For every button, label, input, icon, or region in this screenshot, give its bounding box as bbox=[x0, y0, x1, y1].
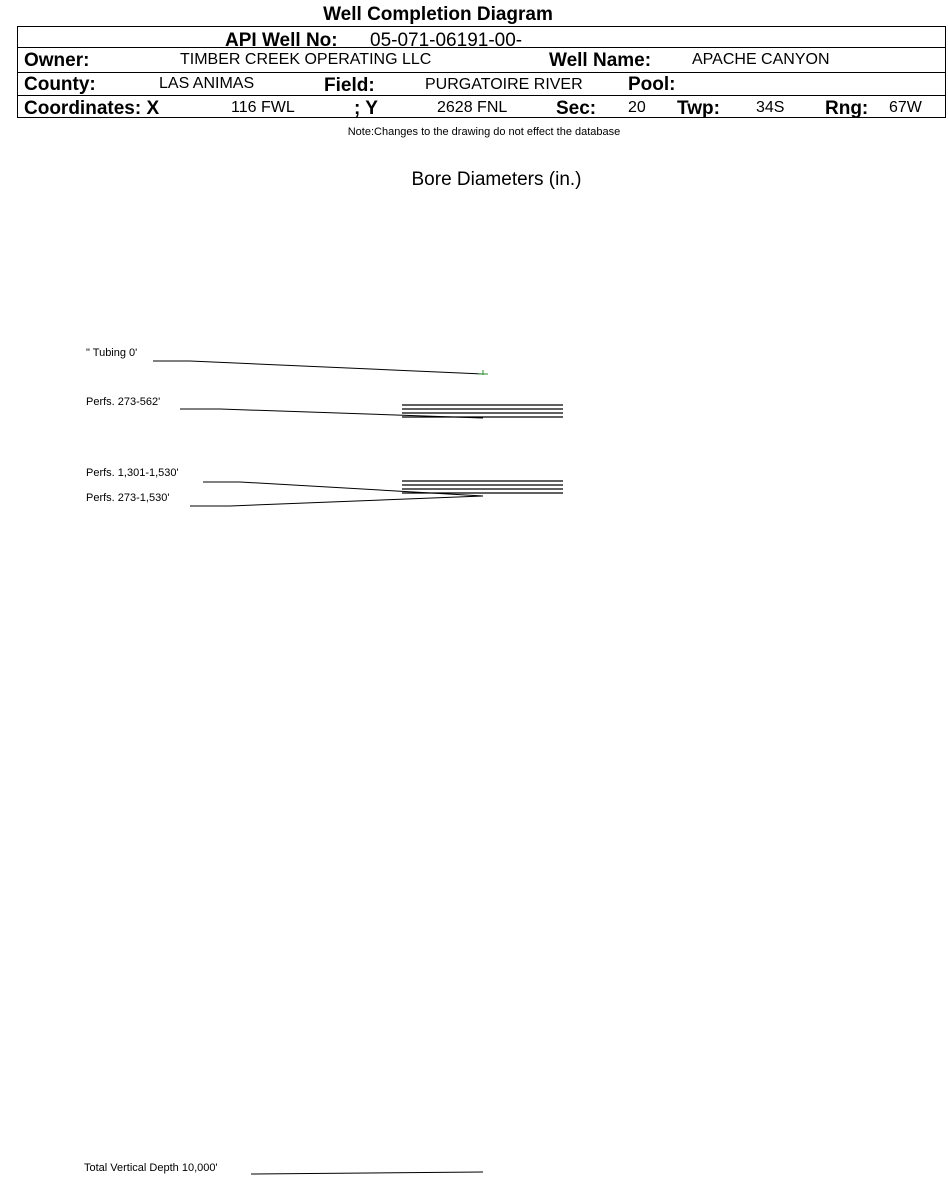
api-value: 05-071-06191-00- bbox=[370, 30, 523, 51]
coord-y-label: ; Y bbox=[354, 98, 378, 119]
field-label: Field: bbox=[324, 75, 375, 96]
perf-label: Perfs. 273-1,530' bbox=[86, 492, 170, 504]
field-value: PURGATOIRE RIVER bbox=[425, 76, 583, 93]
perforation-interval-1301-1530 bbox=[402, 481, 563, 493]
coord-x-value: 116 FWL bbox=[231, 99, 295, 116]
twp-label: Twp: bbox=[677, 98, 720, 119]
coord-x-label: Coordinates: X bbox=[24, 98, 160, 119]
perforation-interval-273-562 bbox=[402, 405, 563, 417]
owner-label: Owner: bbox=[24, 50, 90, 71]
rng-label: Rng: bbox=[825, 98, 869, 119]
pool-label: Pool: bbox=[628, 74, 676, 95]
tubing-leader-line bbox=[190, 361, 483, 374]
well-name-label: Well Name: bbox=[549, 50, 652, 71]
database-note: Note:Changes to the drawing do not effect the database bbox=[347, 126, 621, 138]
perf-leader-line bbox=[230, 496, 483, 506]
twp-value: 34S bbox=[756, 99, 785, 116]
tubing-label: " Tubing 0' bbox=[86, 347, 138, 359]
total-depth-label: Total Vertical Depth 10,000' bbox=[84, 1162, 218, 1174]
coord-y-value: 2628 FNL bbox=[437, 99, 508, 116]
county-value: LAS ANIMAS bbox=[159, 75, 255, 92]
owner-value: TIMBER CREEK OPERATING LLC bbox=[180, 51, 432, 68]
sec-label: Sec: bbox=[556, 98, 597, 119]
bore-diameters-title: Bore Diameters (in.) bbox=[411, 169, 582, 190]
api-label: API Well No: bbox=[225, 30, 338, 51]
tvd-leader-line bbox=[251, 1172, 483, 1174]
rng-value: 67W bbox=[889, 99, 922, 116]
county-label: County: bbox=[24, 74, 96, 95]
well-name-value: APACHE CANYON bbox=[692, 51, 830, 68]
sec-value: 20 bbox=[628, 99, 646, 116]
page-title: Well Completion Diagram bbox=[323, 4, 553, 25]
perf-label: Perfs. 1,301-1,530' bbox=[86, 467, 179, 479]
perf-label: Perfs. 273-562' bbox=[86, 396, 161, 408]
